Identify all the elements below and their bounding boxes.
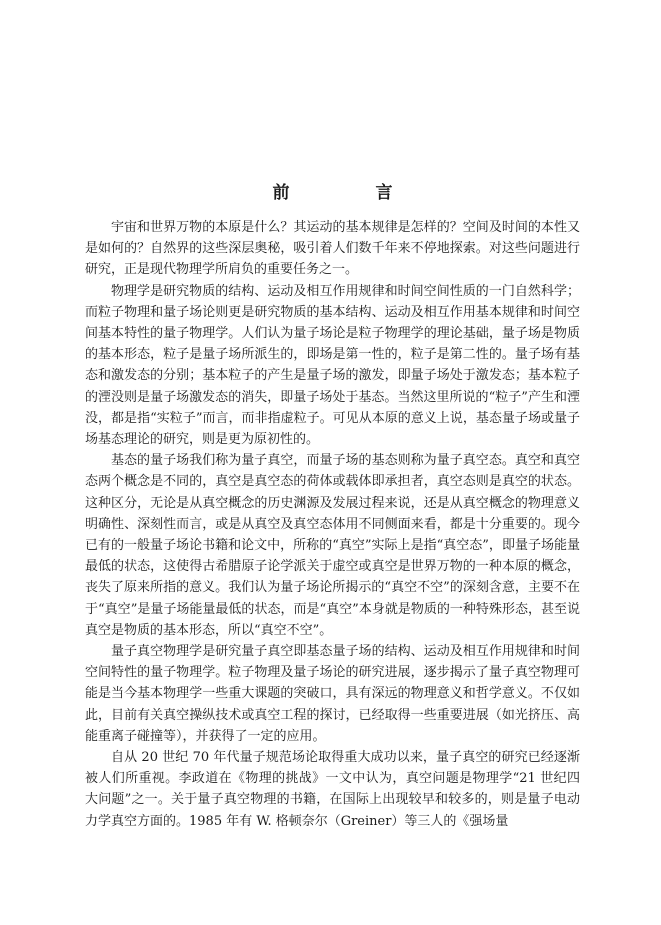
body-text (85, 217, 580, 832)
paragraph-4: 量子真空物理学是研究量子真空即基态量子场的结构、运动及相互作用规律和时间空间特性的量子物理学。粒子物理及量子场论的研究进展，逐步揭示了量子真空物理可能是当今基本物理学一些重大课题的突破口，具有深远的物理意义和哲学意义。不仅如此，目前有关真空操纵技术或真空工程的探讨，已经取得一些重要进展（如光挤压、高能重离子碰撞等），并获得了一定的应用。 (85, 644, 580, 744)
paragraph-3: 基态的量子场我们称为量子真空，而量子场的基态则称为量子真空态。真空和真空态两个概念是不同的，真空是真空态的荷体或载体即承担者，真空态则是真空的状态。这种区分，无论是从真空概念的历史渊源及发展过程来说，还是从真空概念的物理意义明确性、深刻性而言，或是从真空及真空态体用不同侧面来看，都是十分重要的。现今已有的一般量子场论书籍和论文中，所称的“真空”实际上是指“真空态”，即量子场能量最低的状态，这使得古希腊原子论学派关于虚空或真空是世界万物的一种本原的概念，丧失了原来所指的意义。我们认为量子场论所揭示的“真空不空”的深刻含意，主要不在于“真空”是量子场能量最低的状态，而是“真空”本身就是物质的一种特殊形态，甚至说真空是物质的基本形态，所以“真空不空”。 (85, 453, 580, 638)
paragraph-1: 宇宙和世界万物的本原是什么？其运动的基本规律是怎样的？空间及时间的本性又是如何的？自然界的这些深层奥秘，吸引着人们数千年来不停地探索。对这些问题进行研究，正是现代物理学所肩负的重要任务之一。 (85, 220, 580, 278)
paragraph-5: 自从 20 世纪 70 年代量子规范场论取得重大成功以来，量子真空的研究已经逐渐被人们所重视。李政道在《物理的挑战》一文中认为，真空问题是物理学“21 世纪四大问题”之一。关于量子真空物理的书籍，在国际上出现较早和较多的，则是量子电动力学真空方面的。1985 年有 W. 格顿奈尔（Greiner）等三人的《强场量 (85, 750, 580, 829)
page-title: 前 言 (272, 183, 433, 203)
document-page (85, 0, 580, 925)
paragraph-2: 物理学是研究物质的结构、运动及相互作用规律和时间空间性质的一门自然科学；而粒子物理和量子场论则更是研究物质的基本结构、运动及相互作用基本规律和时间空间基本特性的量子物理学。人们认为量子场论是粒子物理学的理论基础，量子场是物质的基本形态，粒子是量子场所派生的，即场是第一性的，粒子是第二性的。量子场有基态和激发态的分别；基本粒子的产生是量子场的激发，即量子场处于激发态；基本粒子的湮没则是量子场激发态的消失，即量子场处于基态。当然这里所说的“粒子”产生和湮没，都是指“实粒子”而言，而非指虚粒子。可见从本原的意义上说，基态量子场或量子场基态理论的研究，则是更为原初性的。 (85, 283, 580, 448)
